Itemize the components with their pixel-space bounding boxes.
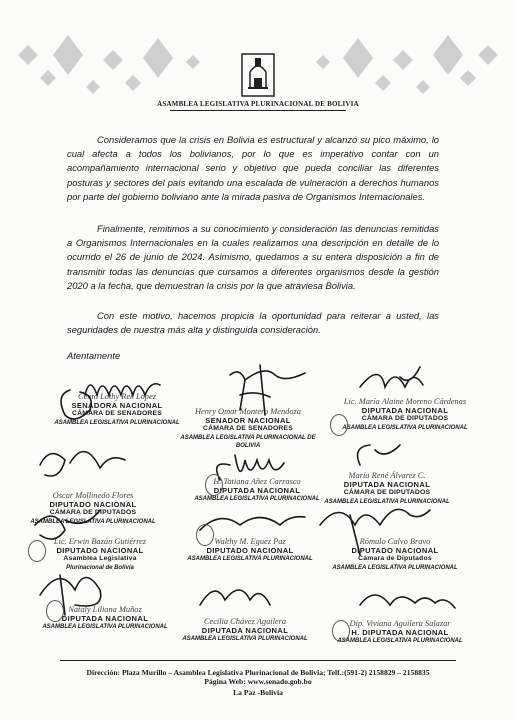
signatory-name: Lic. María Alaine Moreno Cárdenas <box>343 397 467 406</box>
signatory-chamber: CÁMARA DE DIPUTADOS <box>361 415 449 422</box>
heading-rule <box>170 110 346 111</box>
signatory-role: DIPUTADA NACIONAL <box>361 405 449 415</box>
signature-block <box>330 620 470 646</box>
signatory-chamber: CÁMARA DE SENADORES <box>71 410 163 417</box>
signatory-role: DIPUTADA NACIONAL <box>213 485 301 495</box>
signatory-role: DIPUTADA NACIONAL <box>61 613 149 623</box>
signatory-role: SENADOR NACIONAL <box>205 415 291 425</box>
signatory-chamber: CÁMARA DE DIPUTADOS <box>49 509 137 516</box>
signatory-name: Walthy M. Eguez Paz <box>214 537 286 546</box>
signature-block <box>180 618 310 644</box>
signatory-institution: ASAMBLEA LEGISLATIVA PLURINACIONAL <box>194 496 320 502</box>
signatory-role: DIPUTADO NACIONAL <box>351 545 439 555</box>
signatory-chamber: CÁMARA DE SENADORES <box>202 425 294 432</box>
signatory-name: Rómulo Calvo Bravo <box>359 537 431 546</box>
footer-website: Página Web: www.senado.gob.bo <box>204 677 312 686</box>
paragraph-denuncias: Finalmente, remitimos a su conocimiento y consideración las denuncias remitidas a Organismos Internacionales en la cuales realizamos una descripción en detalle de lo ocurrido el 26 de junio de 2024. Asimismo, quedamos a su entera disposición a fin de transmitir todas las denuncias que cursamos a diferentes organismos desde la gestión 2020 a la fecha, que demuestran la crisis por la que atraviesa Bolivia. <box>67 223 439 291</box>
signature-block <box>322 472 452 506</box>
seal-icon <box>205 474 223 496</box>
signatory-institution: ASAMBLEA LEGISLATIVA PLURINACIONAL <box>342 424 468 431</box>
signatory-institution: ASAMBLEA LEGISLATIVA PLURINACIONAL <box>337 638 463 644</box>
footer-rule <box>60 660 456 661</box>
ornament-left <box>8 30 208 100</box>
signatory-role: SENADORA NACIONAL <box>71 400 163 410</box>
closing-atentamente: Atentamente <box>67 350 121 361</box>
seal-icon <box>330 414 348 436</box>
signatory-role: H. DIPUTADA NACIONAL <box>351 627 449 637</box>
assembly-logo-icon <box>238 50 278 100</box>
signatory-role: DIPUTADA NACIONAL <box>343 479 431 489</box>
signatory-name: H. Tatiana Añez Carrasco <box>213 477 301 486</box>
signatory-institution: ASAMBLEA LEGISLATIVA PLURINACIONAL <box>187 556 313 562</box>
seal-icon <box>332 620 350 642</box>
signatory-institution: ASAMBLEA LEGISLATIVA PLURINACIONAL <box>182 636 308 642</box>
signature-block <box>178 408 318 451</box>
signatory-chamber: Asamblea Legislativa <box>63 555 137 562</box>
signatory-institution: ASAMBLEA LEGISLATIVA PLURINACIONAL <box>42 624 168 630</box>
footer-city: La Paz -Bolivia <box>233 688 283 697</box>
signatory-name: Centa Lothy Rek López <box>78 392 156 401</box>
signature-block <box>325 398 485 432</box>
signature-block <box>320 538 470 572</box>
signatory-chamber: CÁMARA DE DIPUTADOS <box>343 489 431 496</box>
signatory-institution: ASAMBLEA LEGISLATIVA PLURINACIONAL <box>30 518 156 525</box>
signatory-institution: ASAMBLEA LEGISLATIVA PLURINACIONAL <box>54 419 180 426</box>
seal-icon <box>28 540 46 562</box>
footer-address: Dirección: Plaza Murillo – Asamblea Legislativa Plurinacional de Bolivia; Telf.:(591-2) 2158829 – 2158835 <box>86 668 430 677</box>
signatory-institution: ASAMBLEA LEGISLATIVA PLURINACIONAL DE BOLIVIA <box>180 434 316 449</box>
signatory-institution: Plurinacional de Bolivia <box>66 564 134 571</box>
signatory-institution: ASAMBLEA LEGISLATIVA PLURINACIONAL <box>332 564 458 571</box>
signatory-name: Henry Omar Montero Mendoza <box>195 407 301 416</box>
paragraph-crisis: Consideramos que la crisis en Bolivia es estructural y alcanzó su pico máximo, lo cual afecta a todos los bolivianos, por lo que es imperativo contar con un acompañamiento internacional serio y objetivo que pueda conciliar las diferentes posturas y sectores del país evitando una escalada de vulneración a derechos humanos por parte del gobierno boliviano ante la mirada pasiva de Organismos Internacionales. <box>67 134 439 202</box>
paragraph-consideracion: Con este motivo, hacemos propicia la oportunidad para reiterar a usted, las seguridades de nuestra más alta y distinguida consideración. <box>67 310 439 336</box>
signatory-role: DIPUTADO NACIONAL <box>49 499 137 509</box>
signatory-name: Nataly Liliana Muñoz <box>68 605 142 614</box>
signature-block <box>52 393 182 427</box>
signatory-chamber: Cámara de Diputados <box>358 555 432 562</box>
seal-icon <box>46 600 64 622</box>
signatory-institution: ASAMBLEA LEGISLATIVA PLURINACIONAL <box>324 498 450 505</box>
signatory-name: Oscar Mollinedo Flores <box>52 491 134 500</box>
ornament-right <box>308 30 508 100</box>
signature-block <box>30 538 170 572</box>
signature-block <box>28 492 158 526</box>
institution-heading: ASAMBLEA LEGISLATIVA PLURINACIONAL DE BOLIVIA <box>157 100 359 108</box>
signatory-role: DIPUTADA NACIONAL <box>201 625 289 635</box>
signatory-role: DIPUTADO NACIONAL <box>206 545 294 555</box>
signatory-name: Cecilia Chávez Aguilera <box>203 617 287 626</box>
signatory-name: Dip. Viviana Aguilera Salazar <box>349 619 451 628</box>
seal-icon <box>196 524 214 546</box>
signatory-role: DIPUTADO NACIONAL <box>56 545 144 555</box>
signatory-name: María René Álvarez C. <box>348 471 426 480</box>
signatory-name: Lic. Erwin Bazán Gutiérrez <box>53 537 147 546</box>
